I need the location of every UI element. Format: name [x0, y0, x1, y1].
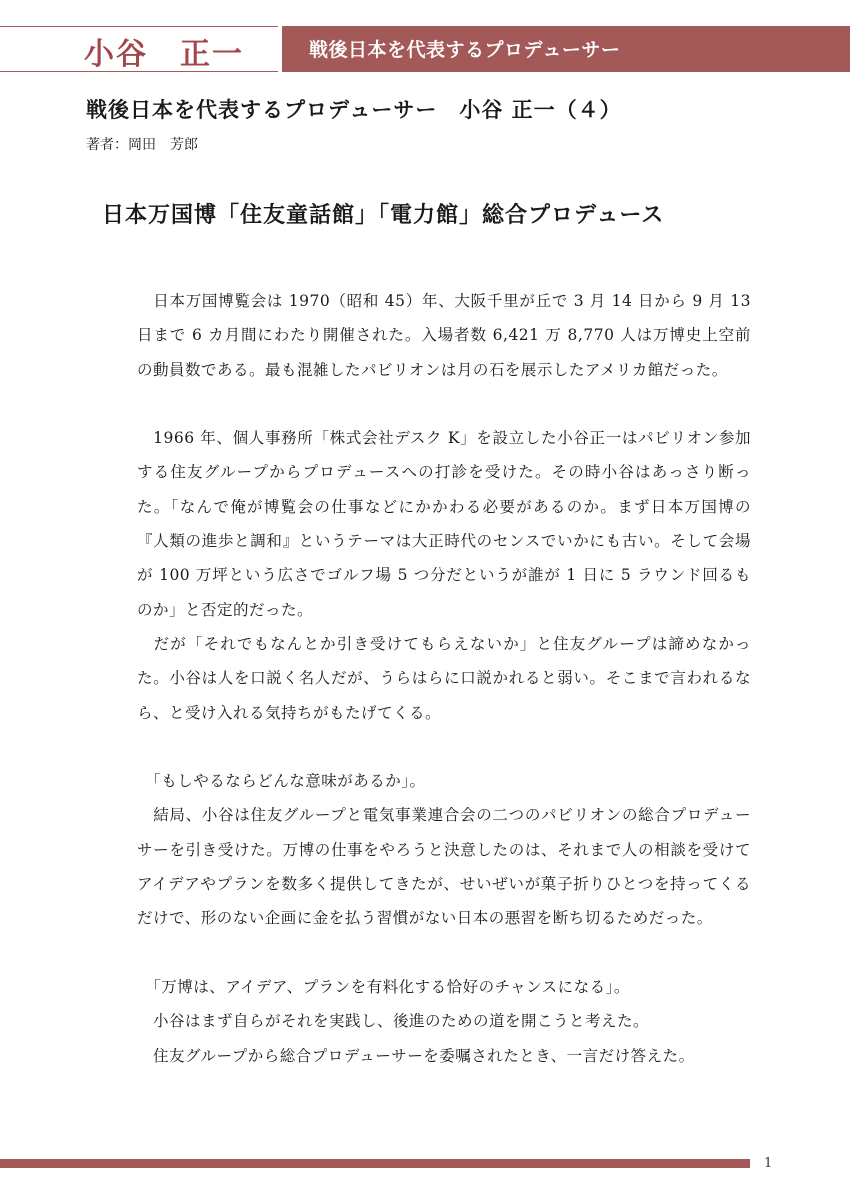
paragraph: 1966 年、個人事務所「株式会社デスク K」を設立した小谷正一はパビリオン参加する住友グループからプロデュースへの打診を受けた。その時小谷はあっさり断った。「なんで俺が博覧会の仕事などにかかわる必要があるのか。まず日本万国博の『人類の進歩と調和』というテーマは大正時代のセンスでいかにも古い。そして会場が 100 万坪という広さでゴルフ場 5 つ分だというが誰が 1 日に 5 ラウンド回るものか」と否定的だった。	[137, 429, 751, 619]
header-series-title: 戦後日本を代表するプロデューサー	[309, 39, 621, 61]
header-series-bar	[282, 26, 850, 72]
page-number: 1	[764, 1156, 773, 1171]
paragraph: 日本万国博覧会は 1970（昭和 45）年、大阪千里が丘で 3 月 14 日から 9 月 13 日まで 6 カ月間にわたり開催された。入場者数 6,421 万 8,770 人は万博史上空前の動員数である。最も混雑したパビリオンは月の石を展示したアメリカ館だった。	[137, 292, 751, 379]
paragraph: 結局、小谷は住友グループと電気事業連合会の二つのパビリオンの総合プロデューサーを引き受けた。万博の仕事をやろうと決意したのは、それまで人の相談を受けてアイデアやプランを数多く提供してきたが、せいぜいが菓子折りひとつを持ってくるだけで、形のない企画に金を払う習慣がない日本の悪習を断ち切るためだった。	[137, 806, 751, 928]
article-author: 著者：岡田 芳郎	[86, 137, 198, 153]
paragraph: 「万博は、アイデア、プランを有料化する恰好のチャンスになる」。	[137, 977, 630, 996]
paragraph: 「もしやるならどんな意味があるか」。	[137, 772, 426, 791]
article-body	[137, 284, 751, 1073]
page-header	[0, 26, 850, 72]
section-heading: 日本万国博「住友童話館」「電力館」総合プロデュース	[102, 202, 665, 228]
header-name-box	[0, 26, 278, 72]
article-title: 戦後日本を代表するプロデューサー 小谷 正一（４）	[86, 97, 622, 122]
paragraph: 小谷はまず自らがそれを実践し、後進のための道を開こうと考えた。	[137, 1012, 650, 1031]
paragraph: だが「それでもなんとか引き受けてもらえないか」と住友グループは諦めなかった。小谷は人を口説く名人だが、うらはらに口説かれると弱い。そこまで言われるなら、と受け入れる気持ちがもたげてくる。	[137, 634, 751, 722]
header-person-name: 小谷 正一	[84, 37, 244, 72]
footer-rule	[0, 1159, 750, 1168]
paragraph: 住友グループから総合プロデューサーを委嘱されたとき、一言だけ答えた。	[137, 1046, 695, 1065]
